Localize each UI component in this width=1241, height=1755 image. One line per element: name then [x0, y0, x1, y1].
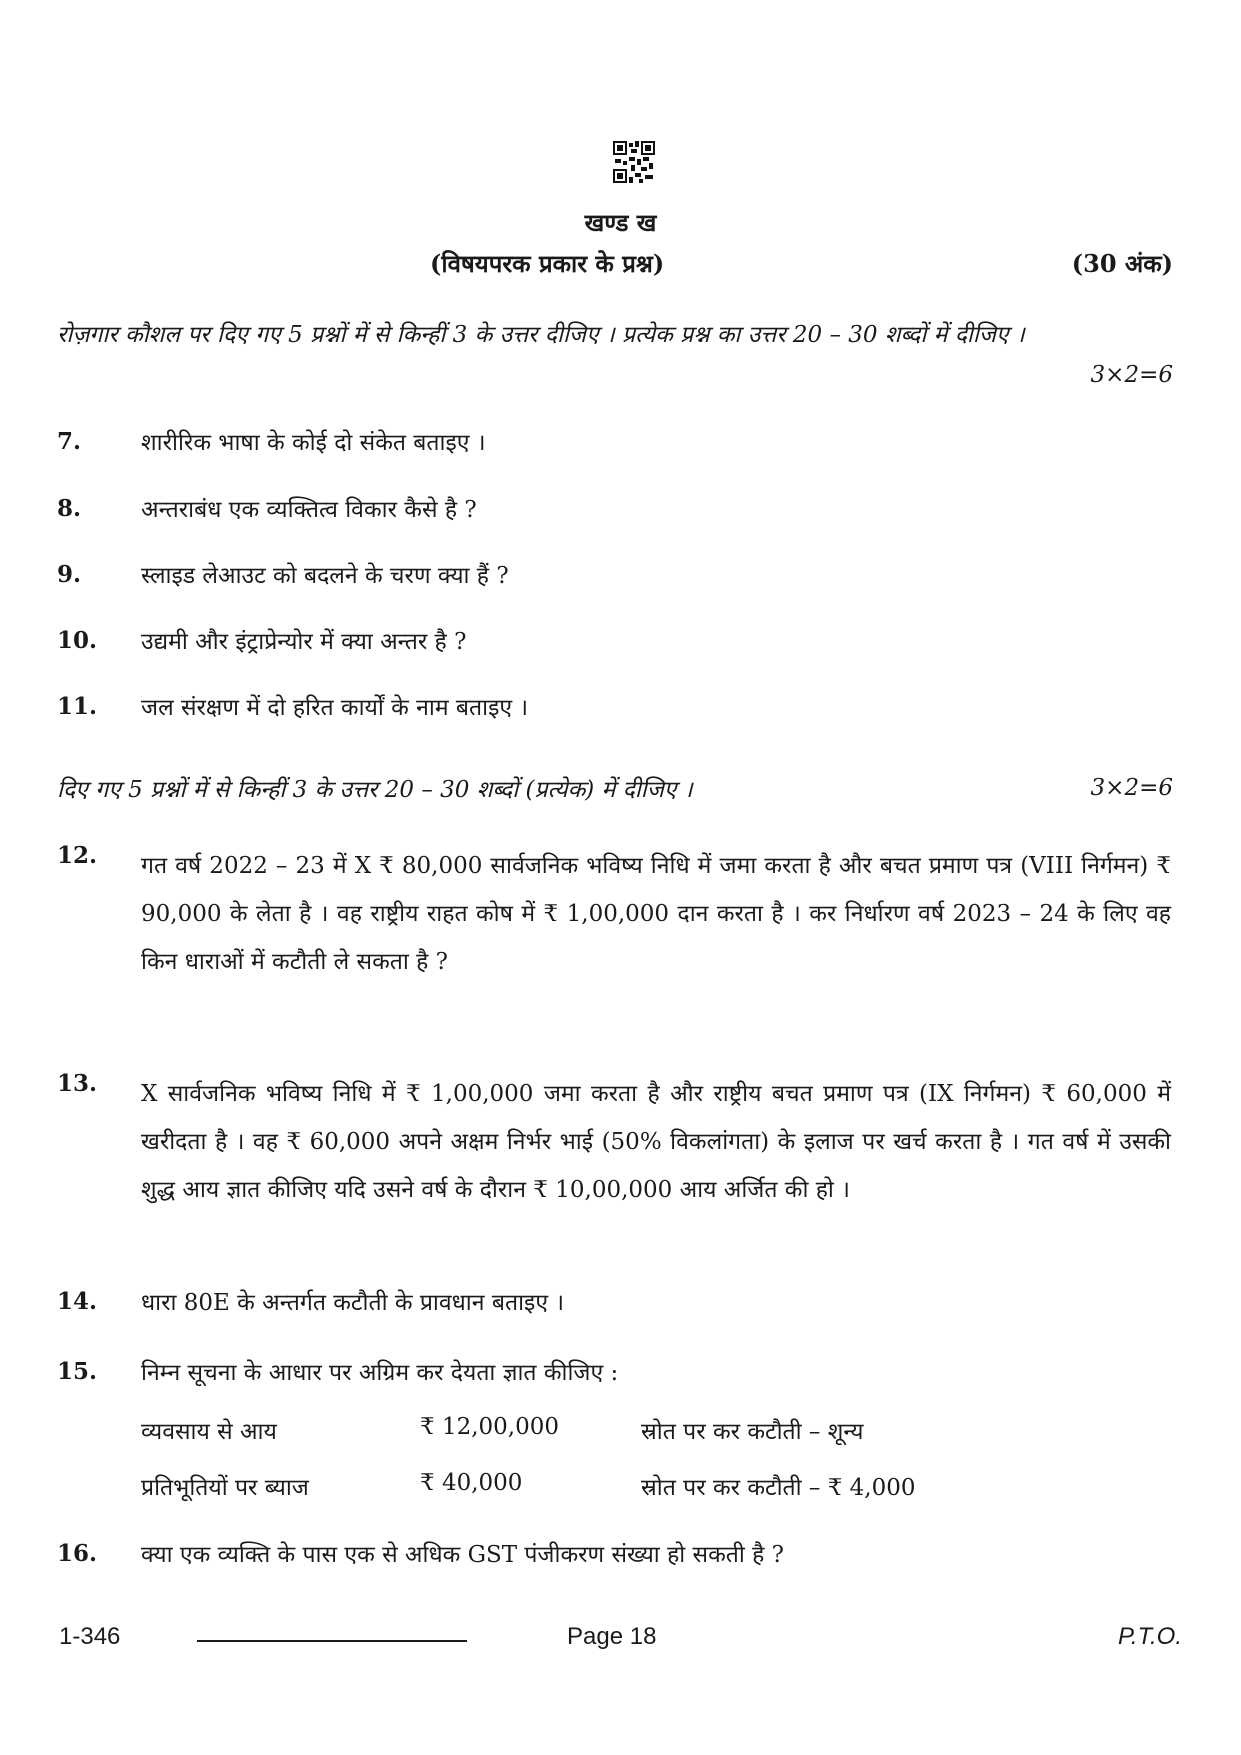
paper-code: 1-346	[59, 1623, 121, 1650]
question-number: 8.	[57, 495, 82, 522]
income-label: प्रतिभूतियों पर ब्याज	[141, 1475, 309, 1501]
question-number: 9.	[57, 561, 82, 588]
instruction-1-marks: 3×2=6	[1090, 362, 1173, 388]
section-marks: (30 अंक)	[1071, 249, 1173, 278]
income-amount: ₹ 40,000	[420, 1470, 523, 1496]
question-number: 15.	[57, 1358, 98, 1385]
tds-note: स्रोत पर कर कटौती – शून्य	[641, 1419, 864, 1445]
tds-note: स्रोत पर कर कटौती – ₹ 4,000	[641, 1475, 916, 1501]
question-text: जल संरक्षण में दो हरित कार्यों के नाम बताइए ।	[141, 695, 529, 721]
section-subtitle: (विषयपरक प्रकार के प्रश्न)	[430, 249, 665, 278]
footer-divider	[197, 1640, 467, 1642]
instruction-2: दिए गए 5 प्रश्नों में से किन्हीं 3 के उत्तर 20 – 30 शब्दों (प्रत्येक) में दीजिए ।	[57, 777, 693, 803]
question-text: उद्यमी और इंट्राप्रेन्योर में क्या अन्तर है ?	[141, 629, 467, 655]
question-text: निम्न सूचना के आधार पर अग्रिम कर देयता ज्ञात कीजिए :	[141, 1360, 619, 1386]
question-text: क्या एक व्यक्ति के पास एक से अधिक GST पंजीकरण संख्या हो सकती है ?	[141, 1542, 784, 1568]
question-number: 13.	[57, 1070, 98, 1097]
question-number: 12.	[57, 842, 98, 869]
instruction-2-marks: 3×2=6	[1090, 775, 1173, 801]
question-number: 7.	[57, 428, 82, 455]
question-text: गत वर्ष 2022 – 23 में X ₹ 80,000 सार्वजनिक भविष्य निधि में जमा करता है और बचत प्रमाण पत्र (VIII निर्गमन) ₹ 90,000 के लेता है । वह राष्ट्रीय राहत कोष में ₹ 1,00,000 दान करता है । कर निर्धारण वर्ष 2023 – 24 के लिए वह किन धाराओं में कटौती ले सकता है ?	[141, 853, 1171, 975]
instruction-1: रोज़गार कौशल पर दिए गए 5 प्रश्नों में से किन्हीं 3 के उत्तर दीजिए । प्रत्येक प्रश्न का उत्तर 20 – 30 शब्दों में दीजिए ।	[57, 322, 1025, 348]
section-title: खण्ड ख	[584, 208, 657, 237]
question-number: 11.	[57, 693, 98, 720]
question-number: 16.	[57, 1540, 98, 1567]
income-amount: ₹ 12,00,000	[420, 1414, 559, 1440]
question-text: शारीरिक भाषा के कोई दो संकेत बताइए ।	[141, 430, 486, 456]
question-text: स्लाइड लेआउट को बदलने के चरण क्या हैं ?	[141, 563, 509, 589]
question-text: अन्तराबंध एक व्यक्तित्व विकार कैसे है ?	[141, 497, 477, 523]
question-number: 14.	[57, 1288, 98, 1315]
question-number: 10.	[57, 627, 98, 654]
question-text: X सार्वजनिक भविष्य निधि में ₹ 1,00,000 जमा करता है और राष्ट्रीय बचत प्रमाण पत्र (IX निर्गमन) ₹ 60,000 में खरीदता है । वह ₹ 60,000 अपने अक्षम निर्भर भाई (50% विकलांगता) के इलाज पर खर्च करता है । गत वर्ष में उसकी शुद्ध आय ज्ञात कीजिए यदि उसने वर्ष के दौरान ₹ 10,00,000 आय अर्जित की हो ।	[141, 1081, 1171, 1203]
pto-label: P.T.O.	[1117, 1623, 1182, 1650]
question-text: धारा 80E के अन्तर्गत कटौती के प्रावधान बताइए ।	[141, 1290, 565, 1316]
qr-code-icon	[613, 141, 655, 183]
income-label: व्यवसाय से आय	[141, 1419, 277, 1445]
page-number: Page 18	[567, 1623, 657, 1650]
